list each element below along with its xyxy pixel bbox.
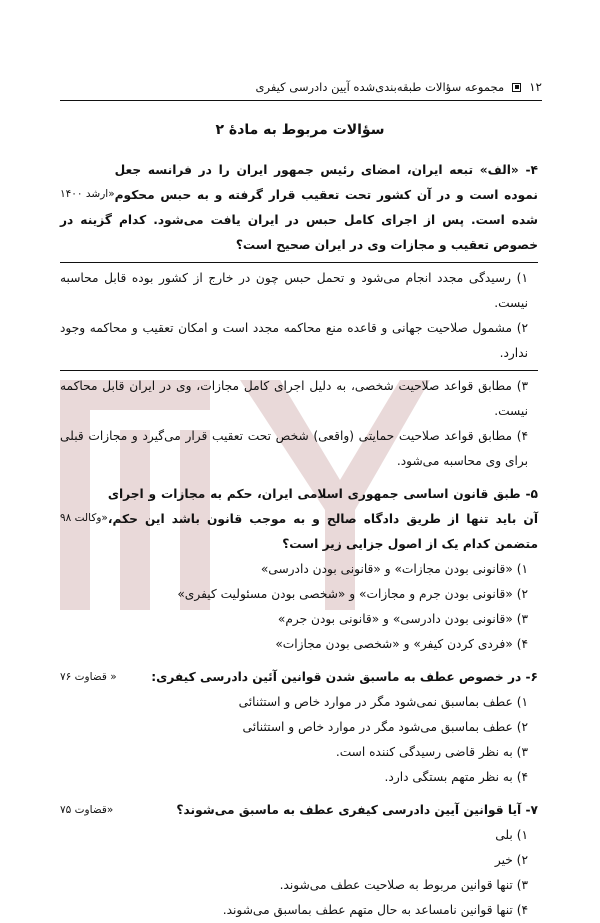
- answer-option: ۱) عطف بماسبق نمی‌شود مگر در موارد خاص و استثنائی: [238, 695, 528, 709]
- answer-option: ۱) بلی: [495, 828, 528, 842]
- answer-option: ۴) مطابق قواعد صلاحیت حمایتی (واقعی) شخص تحت تعقیب قرار می‌گیرد و مجازات قبلی برای وی محاسبه می‌شود.: [60, 429, 528, 468]
- question-text: «ارشد ۱۴۰۰ ۴- «الف» تبعه ایران، امضای رئیس جمهور ایران را در فرانسه جعل نموده است و در آن کشور تحت تعقیب قرار گرفته و به حبس محکوم شده است. پس از اجرای کامل حبس در ایران یافت می‌شود. کدام گزینه در خصوص تعقیب و مجازات وی در ایران صحیح است؟: [60, 163, 538, 252]
- answer-option: ۳) به نظر قاضی رسیدگی کننده است.: [335, 745, 528, 759]
- square-bullet-icon: [512, 83, 521, 92]
- answer-option: ۲) مشمول صلاحیت جهانی و قاعده منع محاکمه مجدد است و امکان تعقیب و محاکمه وجود ندارد.: [60, 321, 528, 360]
- separator-line: [60, 370, 538, 371]
- question-source-ref: «قضاوت ۷۵: [60, 804, 114, 816]
- question-text: «وکالت ۹۸ ۵- طبق قانون اساسی جمهوری اسلامی ایران، حکم به مجازات و اجرای آن باید تنها از طریق دادگاه صالح و به موجب قانون باشد این حکم، متضمن کدام یک از اصول جزایی زیر است؟: [60, 487, 538, 551]
- answer-option: ۲) عطف بماسبق می‌شود مگر در موارد خاص و استثنائی: [242, 720, 528, 734]
- question-source-ref: «وکالت ۹۸: [60, 512, 108, 524]
- answer-option: ۴) به نظر متهم بستگی دارد.: [384, 770, 528, 784]
- answer-option: ۴) «فردی کردن کیفر» و «شخصی بودن مجازات»: [275, 637, 528, 651]
- header-rule: [60, 100, 542, 101]
- question-block: [60, 158, 538, 474]
- separator-line: [60, 262, 538, 263]
- answer-option: ۱) رسیدگی مجدد انجام می‌شود و تحمل حبس چون در خارج از کشور بوده قابل محاسبه نیست.: [60, 271, 528, 310]
- question-block: [60, 665, 538, 790]
- questions-content: [60, 158, 538, 923]
- question-block: [60, 482, 538, 657]
- answer-option: ۲) خیر: [494, 853, 528, 867]
- question-source-ref: « قضاوت ۷۶: [60, 671, 117, 683]
- running-header: [62, 80, 542, 94]
- answer-option: ۲) «قانونی بودن جرم و مجازات» و «شخصی بودن مسئولیت کیفری»: [177, 587, 528, 601]
- question-text: «قضاوت ۷۵ ۷- آیا قوانین آیین دادرسی کیفری عطف به ماسبق می‌شوند؟: [60, 798, 538, 823]
- answer-option: ۳) «قانونی بودن دادرسی» و «قانونی بودن جرم»: [277, 612, 528, 626]
- answer-option: ۱) «قانونی بودن مجازات» و «قانونی بودن دادرسی»: [260, 562, 528, 576]
- answer-option: ۳) تنها قوانین مربوط به صلاحیت عطف می‌شوند.: [279, 878, 528, 892]
- answer-option: ۳) مطابق قواعد صلاحیت شخصی، به دلیل اجرای کامل مجازات، وی در ایران قابل محاکمه نیست.: [60, 379, 528, 418]
- header-book-title: مجموعه سؤالات طبقه‌بندی‌شده آیین دادرسی کیفری: [255, 80, 505, 94]
- question-source-ref: «ارشد ۱۴۰۰: [60, 188, 115, 200]
- section-title: سؤالات مربوط به مادهٔ ۲: [215, 122, 385, 138]
- answer-option: ۴) تنها قوانین نامساعد به حال متهم عطف بماسبق می‌شوند.: [222, 903, 528, 917]
- question-text: « قضاوت ۷۶ ۶- در خصوص عطف به ماسبق شدن قوانین آئین دادرسی کیفری:: [60, 665, 538, 690]
- header-page-number: ۱۲: [529, 80, 542, 94]
- question-block: [60, 798, 538, 923]
